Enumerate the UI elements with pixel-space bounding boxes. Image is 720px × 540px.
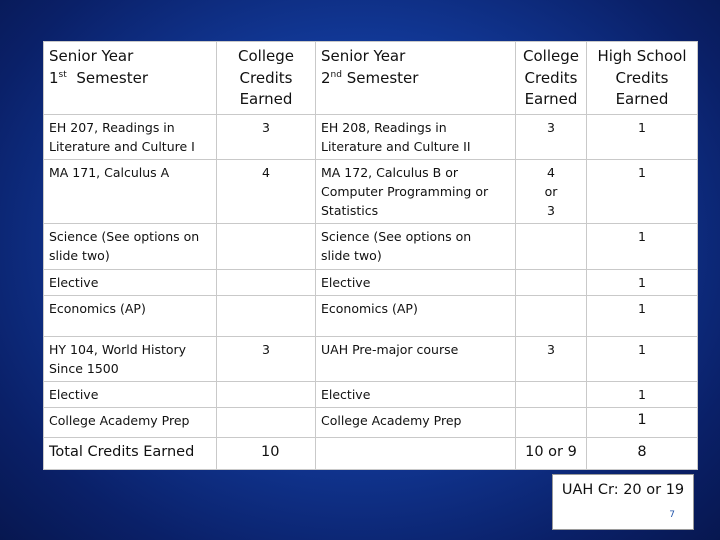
- sem1-course: College Academy Prep: [44, 407, 217, 437]
- sem2-course: Economics (AP): [316, 295, 516, 336]
- header-senior-year-1st-semester: Senior Year 1st Semester: [44, 42, 217, 115]
- hs-credits: 1: [587, 407, 698, 437]
- credits-table: [43, 41, 698, 470]
- sem2-college-credits: [516, 269, 587, 295]
- sem2-college-credits: [516, 381, 587, 407]
- sem2-college-credits: 3: [516, 336, 587, 381]
- hs-credits: 1: [587, 336, 698, 381]
- sem1-college-credits: 3: [217, 114, 316, 159]
- hs-credits: 1: [587, 295, 698, 336]
- hs-credits: 1: [587, 114, 698, 159]
- uah-credits-text: UAH Cr: 20 or 19: [561, 482, 685, 498]
- sem1-course: EH 207, Readings in Literature and Culture I: [44, 114, 217, 159]
- total-sem2-course: [316, 437, 516, 469]
- header-college-credits-1: College Credits Earned: [217, 42, 316, 115]
- total-row: [44, 437, 698, 469]
- sem1-college-credits: 3: [217, 336, 316, 381]
- total-label: Total Credits Earned: [44, 437, 217, 469]
- table-row: [44, 407, 698, 437]
- hs-credits: 1: [587, 159, 698, 223]
- sem2-college-credits: 3: [516, 114, 587, 159]
- total-hs-credits: 8: [587, 437, 698, 469]
- header-high-school-credits: High School Credits Earned: [587, 42, 698, 115]
- total-sem1-college-credits: 10: [217, 437, 316, 469]
- sem1-course: Science (See options on slide two): [44, 223, 217, 269]
- header-senior-year-2nd-semester: Senior Year 2nd Semester: [316, 42, 516, 115]
- sem2-course: EH 208, Readings in Literature and Culture II: [316, 114, 516, 159]
- table-row: [44, 159, 698, 223]
- sem1-course: Economics (AP): [44, 295, 217, 336]
- hs-credits: 1: [587, 381, 698, 407]
- sem1-college-credits: [217, 381, 316, 407]
- sem2-course: UAH Pre-major course: [316, 336, 516, 381]
- table-row: [44, 295, 698, 336]
- sem1-course: HY 104, World History Since 1500: [44, 336, 217, 381]
- hs-credits: 1: [587, 223, 698, 269]
- sem1-course: Elective: [44, 381, 217, 407]
- sem2-course: Elective: [316, 381, 516, 407]
- sem2-course: MA 172, Calculus B or Computer Programming or Statistics: [316, 159, 516, 223]
- total-sem2-college-credits: 10 or 9: [516, 437, 587, 469]
- sem1-college-credits: [217, 223, 316, 269]
- sem2-course: Science (See options on slide two): [316, 223, 516, 269]
- sem1-course: Elective: [44, 269, 217, 295]
- table-row: [44, 223, 698, 269]
- table-row: [44, 381, 698, 407]
- sem2-college-credits: [516, 223, 587, 269]
- sem2-college-credits: 4 or 3: [516, 159, 587, 223]
- sem1-course: MA 171, Calculus A: [44, 159, 217, 223]
- sem1-college-credits: [217, 269, 316, 295]
- sem1-college-credits: 4: [217, 159, 316, 223]
- table-row: [44, 269, 698, 295]
- header-college-credits-2: College Credits Earned: [516, 42, 587, 115]
- hs-credits: 1: [587, 269, 698, 295]
- sem2-course: Elective: [316, 269, 516, 295]
- header-row: [44, 42, 698, 115]
- sem1-college-credits: [217, 295, 316, 336]
- table-row: [44, 336, 698, 381]
- sem2-college-credits: [516, 407, 587, 437]
- table-row: [44, 114, 698, 159]
- sem1-college-credits: [217, 407, 316, 437]
- page-number: 7: [669, 510, 675, 520]
- uah-credits-summary: [552, 474, 694, 530]
- sem2-course: College Academy Prep: [316, 407, 516, 437]
- sem2-college-credits: [516, 295, 587, 336]
